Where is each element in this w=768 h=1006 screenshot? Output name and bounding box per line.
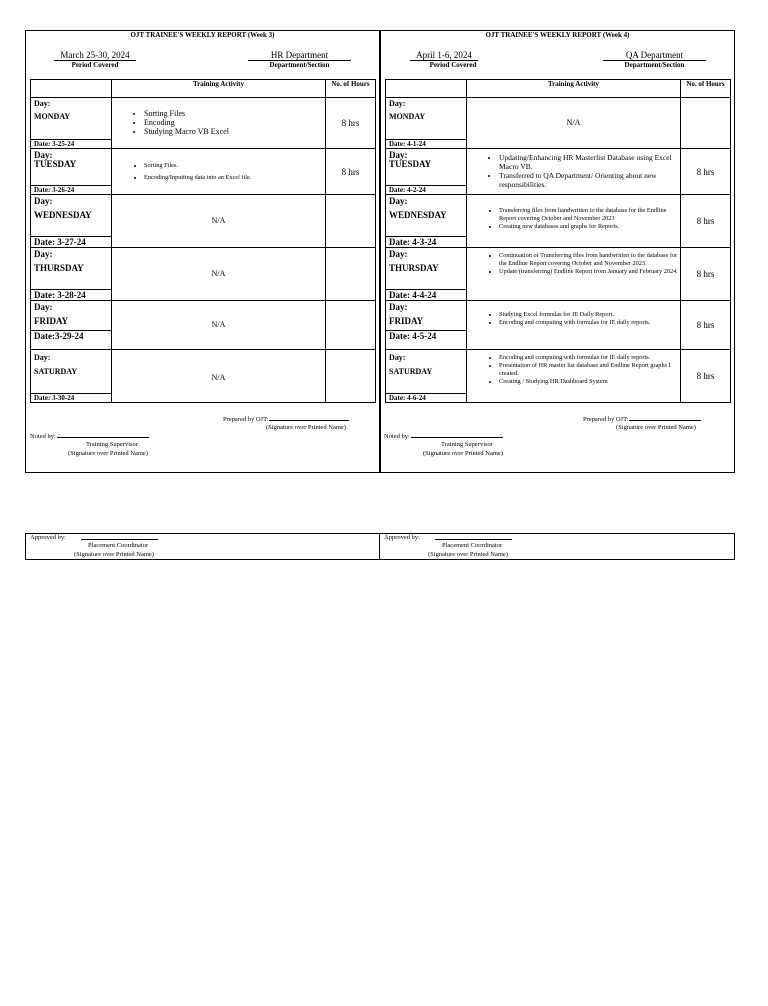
day-name: FRIDAY	[389, 316, 424, 326]
day-date: Date: 4-1-24	[386, 139, 466, 148]
day-name: MONDAY	[34, 112, 71, 121]
day-name: MONDAY	[389, 112, 426, 121]
period-covered-label: Period Covered	[71, 61, 119, 69]
table-row: Day: TUESDAY Date: 4-2-24 • Updating/Enhancing HR Masterlist Database using Excel Macro VB. • Transferred to QA Department/ Orienting about new responsibilities. 8 hrs	[386, 149, 731, 195]
hours-value: 8 hrs	[681, 301, 731, 350]
approved-by-label: Approved by:	[30, 534, 66, 541]
table-row: Day: TUESDAY Date: 3-26-24 • Sorting Files. • Encoding/Inputting data into an Excel file. 8 hrs	[31, 149, 376, 195]
list-item: • Encoding	[144, 118, 325, 127]
supervisor-signature-caption: (Signature over Printed Name)	[423, 450, 503, 457]
prepared-signature-caption: (Signature over Printed Name)	[266, 424, 346, 431]
list-item: • Creating / Studying HR Dashboard System	[499, 378, 680, 386]
hours-value	[681, 98, 731, 149]
signature-line	[435, 539, 512, 540]
period-covered-label: Period Covered	[429, 61, 477, 69]
list-item: • Creating new databases and graphs for Reports.	[499, 223, 680, 231]
day-name: SATURDAY	[34, 367, 78, 376]
weekly-report-week-4	[380, 30, 735, 473]
approval-box-left	[25, 533, 380, 560]
list-item: • Sorting Files	[144, 109, 325, 118]
coordinator-label: Placement Coordinator	[442, 542, 503, 549]
supervisor-label: Training Supervisor	[441, 441, 493, 448]
list-item: • Transferring files from handwritten to the database for the Endline Report covering October and November 2023	[499, 207, 680, 223]
department-value: HR Department	[248, 50, 351, 61]
list-item: • Presentation of HR master list database and Endline Report graphs I created.	[499, 362, 680, 378]
training-activity-header: Training Activity	[467, 80, 681, 98]
day-name: SATURDAY	[389, 367, 433, 376]
prepared-signature-caption: (Signature over Printed Name)	[616, 424, 696, 431]
list-item: • Encoding/Inputting data into an Excel file.	[144, 172, 325, 184]
list-item: • Encoding and computing with formulas for IE daily reports.	[499, 354, 680, 362]
prepared-by-label: Prepared by OJT:	[583, 416, 701, 423]
day-name: FRIDAY	[34, 316, 69, 326]
weekly-report-week-3	[25, 30, 380, 473]
list-item: • Encoding and computing with formulas for IE daily reports.	[499, 319, 680, 327]
noted-by-label: Noted by:	[384, 433, 503, 440]
day-name: TUESDAY	[34, 159, 77, 169]
hours-value: 8 hrs	[681, 248, 731, 301]
hours-value: 8 hrs	[681, 350, 731, 403]
list-item: • Studying Macro VB Excel	[144, 127, 325, 136]
day-date: Date:3-29-24	[31, 330, 111, 341]
hours-value: 8 hrs	[681, 195, 731, 248]
list-item: • Updating/Enhancing HR Masterlist Database using Excel Macro VB.	[499, 153, 680, 171]
list-item: • Transferred to QA Department/ Orienting about new responsibilities.	[499, 171, 680, 189]
approval-box-right	[379, 533, 735, 560]
hours-value	[326, 195, 376, 248]
table-row: Day: WEDNESDAY Date: 3-27-24 N/A	[31, 195, 376, 248]
day-date: Date: 3-26-24	[31, 185, 111, 194]
day-date: Date: 3-25-24	[31, 139, 111, 148]
coordinator-signature-caption: (Signature over Printed Name)	[428, 551, 508, 558]
report-table	[30, 79, 376, 403]
table-row: Day: SATURDAY Date: 3-30-24 N/A	[31, 350, 376, 403]
report-title: OJT TRAINEE'S WEEKLY REPORT (Week 3)	[130, 31, 275, 39]
day-date: Date: 3-27-24	[31, 236, 111, 247]
period-covered-value: April 1-6, 2024	[410, 50, 478, 61]
hours-value: 8 hrs	[326, 98, 376, 149]
supervisor-signature-caption: (Signature over Printed Name)	[68, 450, 148, 457]
hours-header: No. of Hours	[681, 80, 731, 98]
day-date: Date: 4-6-24	[386, 393, 466, 402]
day-name: TUESDAY	[389, 159, 432, 169]
signature-line	[81, 539, 158, 540]
day-name: WEDNESDAY	[34, 210, 92, 220]
table-row: Day: THURSDAY Date: 4-4-24 • Continuation of Transferring files from handwritten to the database for the Endline Report covering October and November 2023. • Update (transferring) Endline Report from January and February 2024. 8 hrs	[386, 248, 731, 301]
hours-value: 8 hrs	[326, 149, 376, 195]
list-item: • Continuation of Transferring files from handwritten to the database for the Endline Report covering October and November 2023.	[499, 252, 680, 268]
hours-value	[326, 350, 376, 403]
day-date: Date: 3-30-24	[31, 393, 111, 402]
day-date: Date: 3-28-24	[31, 289, 111, 300]
day-date: Date: 4-4-24	[386, 289, 466, 300]
table-row: Day: FRIDAY Date:3-29-24 N/A	[31, 301, 376, 350]
report-title: OJT TRAINEE'S WEEKLY REPORT (Week 4)	[485, 31, 630, 39]
day-date: Date: 4-2-24	[386, 185, 466, 194]
coordinator-label: Placement Coordinator	[88, 542, 149, 549]
supervisor-label: Training Supervisor	[86, 441, 138, 448]
list-item: • Sorting Files.	[144, 160, 325, 172]
day-name: THURSDAY	[389, 263, 439, 273]
training-activity-header: Training Activity	[112, 80, 326, 98]
day-date: Date: 4-3-24	[386, 236, 466, 247]
department-label: Department/Section	[624, 61, 685, 69]
table-row: Day: MONDAY Date: 3-25-24 • Sorting Files • Encoding • Studying Macro VB Excel 8 hrs	[31, 98, 376, 149]
table-row: Day: THURSDAY Date: 3-28-24 N/A	[31, 248, 376, 301]
table-row: Day: SATURDAY Date: 4-6-24 • Encoding and computing with formulas for IE daily reports. • Presentation of HR master list database and Endline Report graphs I created. • Creating / Studying HR Dashboard System 8 hrs	[386, 350, 731, 403]
department-value: QA Department	[603, 50, 706, 61]
coordinator-signature-caption: (Signature over Printed Name)	[74, 551, 154, 558]
table-row: Day: WEDNESDAY Date: 4-3-24 • Transferring files from handwritten to the database for the Endline Report covering October and November 2023 • Creating new databases and graphs for Reports. 8 hrs	[386, 195, 731, 248]
list-item: • Update (transferring) Endline Report from January and February 2024.	[499, 268, 680, 276]
period-covered-value: March 25-30, 2024	[54, 50, 136, 61]
list-item: • Studying Excel formulas for IE Daily Report.	[499, 311, 680, 319]
table-row: Day: FRIDAY Date: 4-5-24 • Studying Excel formulas for IE Daily Report. • Encoding and computing with formulas for IE daily reports. 8 hrs	[386, 301, 731, 350]
day-date: Date: 4-5-24	[386, 330, 466, 341]
day-name: WEDNESDAY	[389, 210, 447, 220]
approved-by-label: Approved by:	[384, 534, 420, 541]
hours-value: 8 hrs	[681, 149, 731, 195]
hours-value	[326, 248, 376, 301]
hours-header: No. of Hours	[326, 80, 376, 98]
report-table	[385, 79, 731, 403]
prepared-by-label: Prepared by OJT:	[223, 416, 349, 423]
noted-by-label: Noted by:	[30, 433, 149, 440]
department-label: Department/Section	[269, 61, 330, 69]
hours-value	[326, 301, 376, 350]
table-row: Day: MONDAY Date: 4-1-24 N/A	[386, 98, 731, 149]
day-name: THURSDAY	[34, 263, 84, 273]
